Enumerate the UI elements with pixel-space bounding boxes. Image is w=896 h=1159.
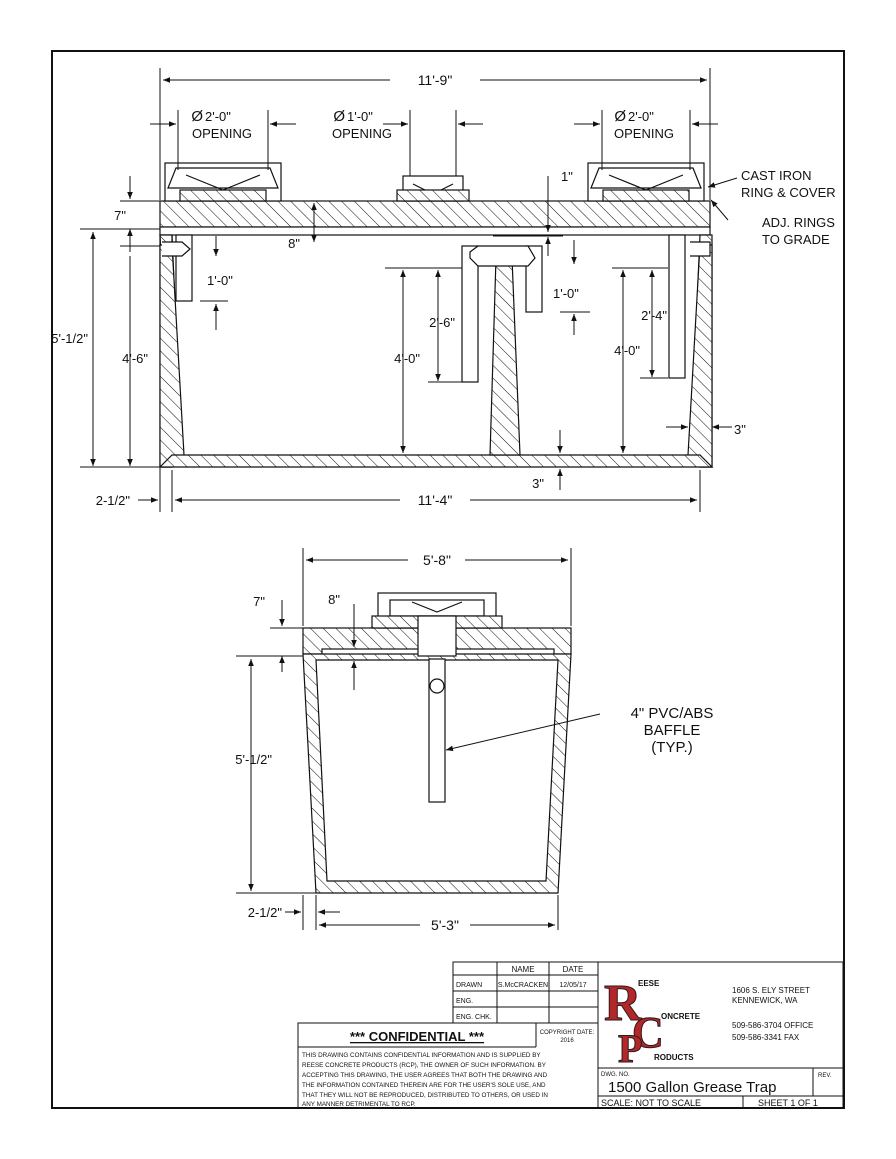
riser-middle <box>397 176 469 201</box>
confidential-text-2: REESE CONCRETE PRODUCTS (RCP), THE OWNER OF SUCH INFORMATION. BY <box>302 1062 546 1069</box>
baffle-label-3: (TYP.) <box>651 739 693 756</box>
drawing-title: 1500 Gallon Grease Trap <box>608 1079 777 1096</box>
col-name-header: NAME <box>511 965 535 974</box>
end-dim-7: 7" <box>253 594 265 609</box>
baffle-label-1: 4" PVC/ABS <box>630 705 714 722</box>
phone-office: 509-586-3704 OFFICE <box>732 1021 814 1030</box>
logo-word-products: RODUCTS <box>654 1053 694 1062</box>
baffle-label-2: BAFFLE <box>643 722 701 739</box>
svg-text:C: C <box>632 1008 664 1057</box>
outlet-baffle <box>669 235 685 378</box>
tank-bottom <box>160 455 712 467</box>
dim-4-0-left: 4'-0" <box>394 351 420 366</box>
sheet-label: SHEET 1 OF 1 <box>758 1098 818 1108</box>
end-base-width: 5'-3" <box>431 917 459 933</box>
opening-left-label: OPENING <box>192 126 252 141</box>
end-dim-2-half: 2-1/2" <box>247 905 282 920</box>
dim-2-4: 2'-4" <box>641 308 667 323</box>
dim-4-0-right: 4'-0" <box>614 343 640 358</box>
scale-label: SCALE: NOT TO SCALE <box>601 1098 702 1108</box>
dim-2-half-top: 2-1/2" <box>95 493 130 508</box>
end-section-view <box>303 593 571 893</box>
logo-word-reese: EESE <box>638 979 660 988</box>
opening-right-label: OPENING <box>614 126 674 141</box>
tank-lid <box>160 201 710 227</box>
diameter-symbol-mid: Ø <box>333 108 345 125</box>
opening-mid-label: OPENING <box>332 126 392 141</box>
dim-5-half-top: 5'-1/2" <box>51 331 88 346</box>
cast-iron-label-2: RING & COVER <box>741 185 836 200</box>
end-dim-8: 8" <box>328 592 340 607</box>
svg-text:R: R <box>604 975 642 1032</box>
confidential-text-3: ACCEPTING THIS DRAWING, THE USER AGREES THAT BOTH THE DRAWING AND <box>302 1072 548 1079</box>
confidential-title: *** CONFIDENTIAL *** <box>349 1029 485 1044</box>
riser-left <box>165 163 281 201</box>
address-line-2: KENNEWICK, WA <box>732 996 798 1005</box>
diameter-symbol-right: Ø <box>614 108 626 125</box>
address-line-1: 1606 S. ELY STREET <box>732 986 810 995</box>
dim-7-top: 7" <box>114 208 126 223</box>
confidential-text-4: THE INFORMATION CONTAINED THEREIN ARE FOR THE USER'S SOLE USE, AND <box>302 1082 546 1089</box>
copyright-line-1: COPYRIGHT DATE: <box>539 1030 595 1036</box>
col-date-header: DATE <box>562 965 584 974</box>
row-eng-label: ENG. <box>456 998 474 1005</box>
dim-1in: 1" <box>561 169 573 184</box>
dim-3-bottom: 3" <box>532 476 544 491</box>
overall-width-label: 11'-9" <box>417 72 453 88</box>
cross-baffle-left <box>462 246 478 382</box>
confidential-text-1: THIS DRAWING CONTAINS CONFIDENTIAL INFORMATION AND IS SUPPLIED BY <box>302 1052 541 1059</box>
company-logo <box>604 975 701 1071</box>
riser-right <box>588 163 704 201</box>
end-overall-width: 5'-8" <box>423 552 451 568</box>
drawn-date: 12/05/17 <box>559 982 587 989</box>
tank-divider-wall <box>490 258 520 455</box>
drawn-name: S.McCRACKEN <box>497 982 549 989</box>
svg-text:P: P <box>618 1026 643 1071</box>
dim-3-side: 3" <box>734 422 746 437</box>
row-eng-chk-label: ENG. CHK. <box>456 1014 492 1021</box>
logo-word-concrete: ONCRETE <box>661 1012 701 1021</box>
confidential-text-6: ANY MANNER DETRIMENTAL TO RCP. <box>302 1101 416 1108</box>
phone-fax: 509-586-3341 FAX <box>732 1033 800 1042</box>
dwg-no-label: DWG. NO. <box>601 1072 630 1078</box>
dim-4-6: 4'-6" <box>122 351 148 366</box>
opening-right-size: 2'-0" <box>628 109 654 124</box>
dim-2-6: 2'-6" <box>429 315 455 330</box>
rev-label: REV. <box>818 1073 832 1079</box>
opening-left-size: 2'-0" <box>205 109 231 124</box>
dim-1-0-left: 1'-0" <box>207 273 233 288</box>
end-dim-5-half: 5'-1/2" <box>235 752 272 767</box>
copyright-line-2: 2016 <box>560 1038 574 1044</box>
dim-8-top: 8" <box>288 236 300 251</box>
confidential-text-5: THAT THEY WILL NOT BE REPRODUCED, DISTRIBUTED TO OTHERS, OR USED IN <box>302 1092 548 1099</box>
dim-1-0-right: 1'-0" <box>553 286 579 301</box>
row-drawn-label: DRAWN <box>456 982 483 989</box>
diameter-symbol-left: Ø <box>191 108 203 125</box>
adj-rings-label-1: ADJ. RINGS <box>762 215 835 230</box>
adj-rings-label-2: TO GRADE <box>762 232 830 247</box>
opening-mid-size: 1'-0" <box>347 109 373 124</box>
cast-iron-label-1: CAST IRON <box>741 168 812 183</box>
base-width-top: 11'-4" <box>417 492 453 508</box>
